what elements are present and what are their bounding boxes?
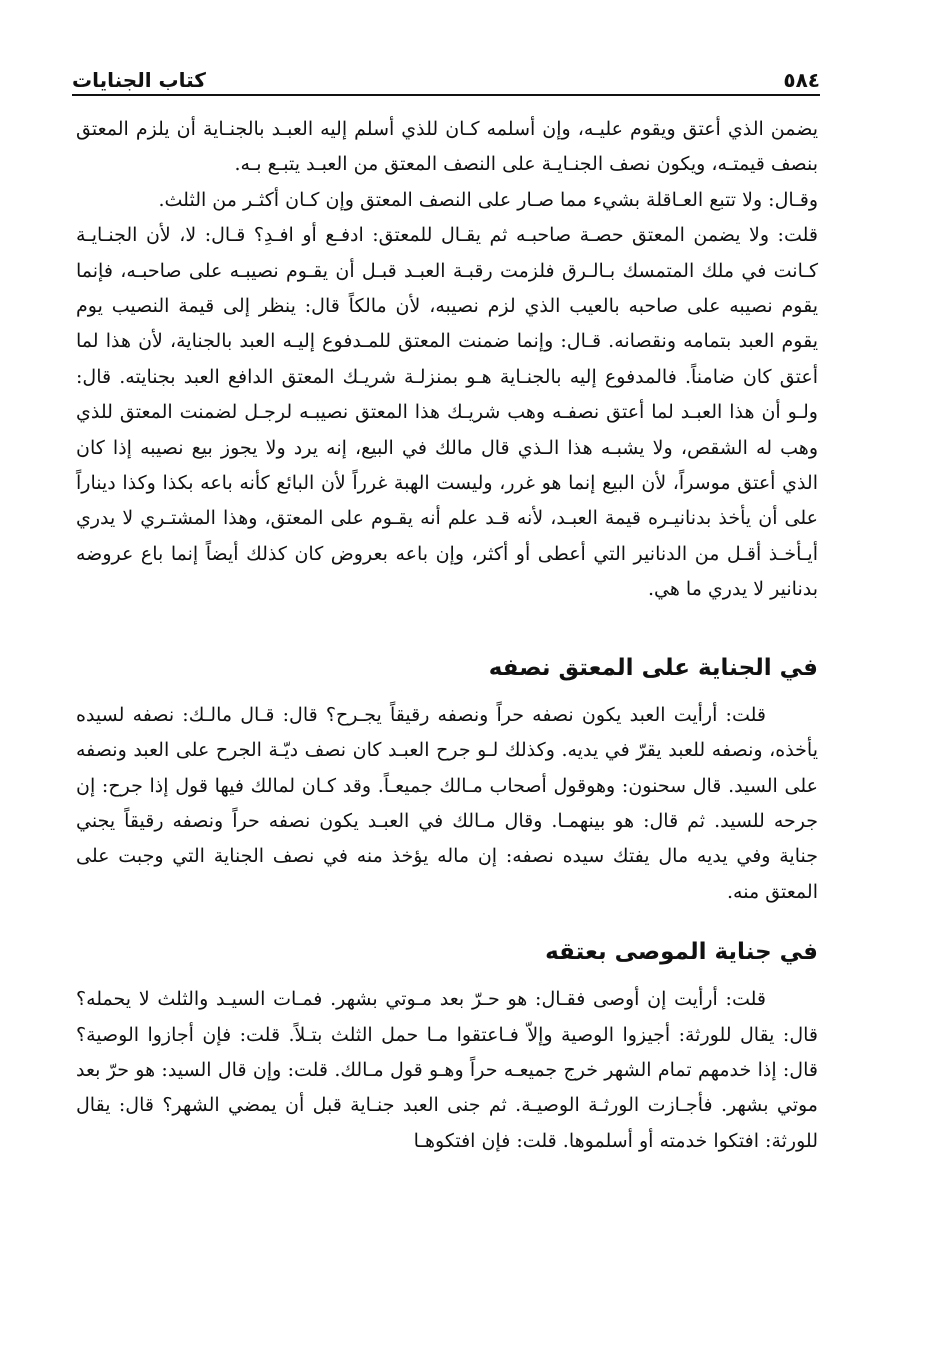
section-1-paragraph: قلت: أرأيت العبد يكون نصفه حراً ونصفه رقيقاً يجـرح؟ قال: قـال مالـك: نصفه لسيده يأخذه، ونصفه للعبد يقرّ في يديه. وكذلك لـو جرح العبـد كان نصف ديّـة الجرح على العبد ونصفه على السيد. قال سحنون: وهوقول أصحاب مـالك جميعـاً. وقد كـان لمالك فيها قول إذا جرح: إن جرحه للسيد. ثم قال: هو بينهمـا. وقال مـالك في العبـد يكون نصفه حراً ونصفه رقيقاً يجني جناية وفي يديه مال يفتك سيده نصفه: إن ماله يؤخذ منه في نصف الجناية التي وجبت على المعتق منه. xyxy=(76,703,818,903)
intro-paragraph-1: يضمن الذي أعتق ويقوم عليـه، وإن أسلمه كـان للذي أسلم إليه العبـد بالجنـاية أن يلزم المعتق بنصف قيمتـه، ويكون نصف الجنـايـة على النصف المعتق من العبـد يتبـع بـه. xyxy=(76,118,818,176)
page-number: ٥٨٤ xyxy=(783,68,820,92)
body-text xyxy=(76,112,818,1159)
section-heading-1: في الجناية على المعتق نصفه xyxy=(488,654,818,681)
section-heading-2: في جناية الموصى بعتقه xyxy=(545,939,818,966)
book-title: كتاب الجنايات xyxy=(72,68,206,92)
intro-paragraph-2: وقـال: ولا تتبع العـاقلة بشيء مما صـار على النصف المعتق وإن كـان أكثـر من الثلث. xyxy=(158,188,818,211)
section-2-paragraph: قلت: أرأيت إن أوصى فقـال: هو حـرّ بعد مـوتي بشهر. فمـات السيـد والثلث لا يحمله؟ قال: يقال للورثة: أجيزوا الوصية وإلاّ فـاعتقوا مـا حمل الثلث بتـلاً. قلت: فإن أجازوا الوصية؟ قال: إذا خدمهم تمام الشهر خرج جميعـه حراً وهـو قول مـالك. قلت: وإن قال السيد: هو حرّ بعد موتي بشهر. فأجـازت الورثـة الوصيـة. ثم جنى العبد جنـاية قبل أن يمضي الشهر؟ قال: يقال للورثة: افتكوا خدمته أو أسلموها. قلت: فإن افتكوهـا xyxy=(76,988,818,1152)
intro-paragraph-3: قلت: ولا يضمن المعتق حصـة صاحبـه ثم يقـال للمعتق: ادفـع أو افـدِ؟ قـال: لا، لأن الجنـايـة كـانت في ملك المتمسك بـالـرق فلزمت رقبـة العبـد قبـل أن يقـوم نصيبـه على صاحبـه، فإنما يقوم نصيبه على صاحبه بالعيب الذي لزم نصيبه، لأن مالكاً قال: ينظر إلى قيمة النصيب يوم يقوم العبد بتمامه ونقصانه. قـال: وإنما ضمنت المعتق للمـدفوع إليـه العبد بالجناية، لأن هذا لما أعتق كان ضامناً. فالمدفوع إليه بالجنـاية هـو بمنزلـة شريـك المعتق الدافع العبد بجنايته. قال: ولـو أن هذا العبـد لما أعتق نصفـه وهب شريـك هذا المعتق نصيبـه لرجـل لضمنت المعتق للذي وهب له الشقص، ولا يشبـه هذا الـذي قال مالك في البيع، إنه يرد ولا يجوز بيع نصيبه إذا كان الذي أعتق موسراً، لأن البيع إنما هو غرر، وليست الهبة غرراً لأن البائع كأنه باعه بكذا وكذا ديناراً على أن يأخذ بدنانيـره قيمة العبـد، لأنه قـد علم أنه يقـوم على المعتق، وهذا المشتـري لا يدري أيـأخـذ أقـل من الدنانير التي أعطى أو أكثر، وإن باعه بعروض كان كذلك أيضاً إنما باع عروضه بدنانير لا يدري ما هي. xyxy=(76,224,818,601)
running-header xyxy=(72,56,820,92)
header-rule xyxy=(72,94,820,96)
